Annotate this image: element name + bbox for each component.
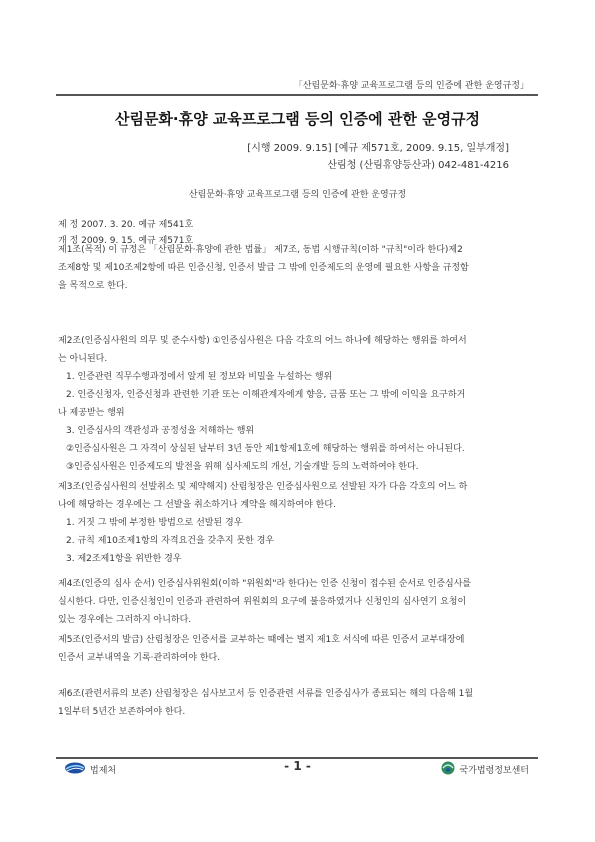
article-line: ③인증심사원은 인증제도의 발전을 위해 심사제도의 개선, 기술개발 등의 노력하여야 한다. — [66, 462, 419, 472]
article-2 — [58, 332, 467, 476]
article-line: 을 목적으로 한다. — [58, 281, 128, 291]
article-line: 는 아니된다. — [58, 354, 108, 364]
enforcement-info: [시행 2009. 9.15] [예규 제571호, 2009. 9.15, 일부개정] — [247, 143, 509, 154]
article-4 — [58, 575, 471, 629]
article-line: 제4조(인증의 심사 순서) 인증심사위원회(이하 "위원회"라 한다)는 인증 신청이 접수된 순서로 인증심사를 — [58, 579, 472, 589]
article-line: 3. 인증심사의 객관성과 공정성을 저해하는 행위 — [66, 426, 255, 436]
article-line: 나에 해당하는 경우에는 그 선발을 취소하거나 계약을 해지하여야 한다. — [58, 500, 336, 510]
article-line: 실시한다. 다만, 인증신청인이 인증과 관련하여 위원회의 요구에 불응하였거나 신청인의 심사연기 요청이 — [58, 597, 467, 607]
article-6 — [58, 685, 473, 721]
history-line: 제 정 2007. 3. 20. 예규 제541호 — [58, 220, 194, 230]
article-line: 제2조(인증심사원의 의무 및 준수사항) ①인증심사원은 다음 각호의 어느 하나에 해당하는 행위를 하여서 — [58, 336, 467, 346]
article-line: 1. 인증관련 직무수행과정에서 알게 된 정보와 비밀을 누설하는 행위 — [66, 372, 333, 382]
article-line: 제6조(관련서류의 보존) 산림청장은 심사보고서 등 인증관련 서류를 인증심사가 종료되는 해의 다음해 1월 — [58, 689, 474, 699]
footer-left-label: 법제처 — [90, 766, 117, 776]
document-title: 산림문화·휴양 교육프로그램 등의 인증에 관한 운영규정 — [114, 110, 481, 128]
article-line: 조제8항 및 제10조제2항에 따른 인증신청, 인증서 발급 그 밖에 인증제도의 운영에 필요한 사항을 규정함 — [58, 263, 469, 273]
regulation-heading: 산림문화·휴양 교육프로그램 등의 인증에 관한 운영규정 — [188, 190, 407, 200]
article-line: 제3조(인증심사원의 선발취소 및 제약해지) 산림청장은 인증심사원으로 선발된 자가 다음 각호의 어느 하 — [58, 482, 468, 492]
law-center-logo-icon — [441, 761, 455, 778]
article-line: 1일부터 5년간 보존하여야 한다. — [58, 707, 186, 717]
article-line: 있는 경우에는 그러하지 아니하다. — [58, 615, 192, 625]
article-line: 나 제공받는 행위 — [58, 408, 125, 418]
article-line: 2. 규칙 제10조제1항의 자격요건을 갖추지 못한 경우 — [66, 536, 275, 546]
article-line: 제5조(인증서의 발급) 산림청장은 인증서를 교부하는 때에는 별지 제1호 서식에 따른 인증서 교부대장에 — [58, 635, 465, 645]
article-3 — [58, 478, 467, 568]
article-5 — [58, 631, 464, 667]
article-line: ②인증심사원은 그 자격이 상실된 날부터 3년 동안 제1항제1호에 해당하는 행위를 하여서는 아니된다. — [66, 444, 465, 454]
page-number: - 1 - — [284, 759, 311, 773]
article-line: 1. 거짓 그 밖에 부정한 방법으로 선발된 경우 — [66, 518, 243, 528]
article-line: 3. 제2조제1항을 위반한 경우 — [66, 554, 182, 564]
footer-right-label: 국가법령정보센터 — [459, 766, 529, 776]
article-1 — [58, 241, 469, 295]
header-divider — [56, 94, 538, 96]
header-note: 「산림문화·휴양 교육프로그램 등의 인증에 관한 운영규정」 — [293, 81, 529, 91]
article-line: 제1조(목적) 이 규정은 「산림문화·휴양에 관한 법률」 제7조, 동법 시행규칙(이하 "규칙"이라 한다)제2 — [58, 245, 463, 255]
article-line: 인증서 교부내역을 기록·관리하여야 한다. — [58, 653, 221, 663]
footer-right — [441, 761, 529, 778]
history-line: 개 정 2009. 9. 15. 예규 제571호 — [58, 236, 194, 246]
authority-contact: 산림청 (산림휴양등산과) 042-481-4216 — [327, 160, 509, 171]
article-line: 2. 인증신청자, 인증신청과 관련한 기관 또는 이해관계자에게 향응, 금품 또는 그 밖에 이익을 요구하거 — [66, 390, 466, 400]
